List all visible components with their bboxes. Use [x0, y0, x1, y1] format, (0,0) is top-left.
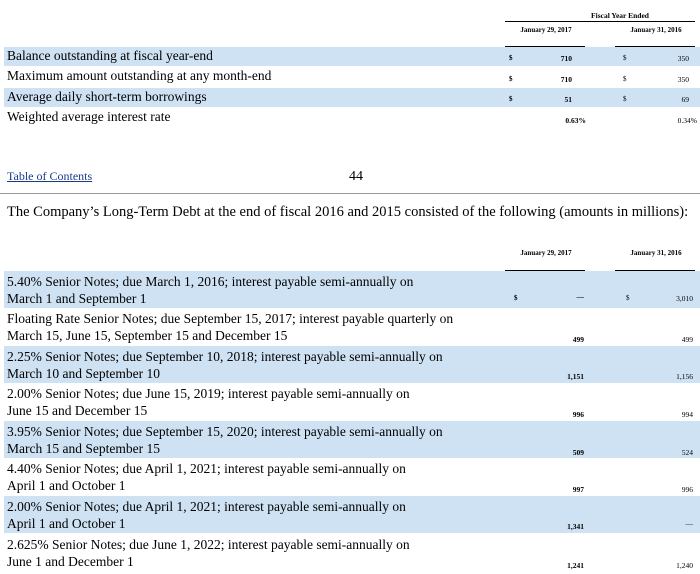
- value-2016: 524: [681, 448, 693, 457]
- row-label-line1: 4.40% Senior Notes; due April 1, 2021; interest payable semi-annually on: [7, 461, 406, 476]
- col1-header: January 29, 2017: [520, 26, 572, 34]
- fiscal-year-ended-header: Fiscal Year Ended: [591, 11, 649, 20]
- intro-paragraph: The Company’s Long-Term Debt at the end of fiscal 2016 and 2015 consisted of the following (amounts in millions):: [7, 204, 689, 220]
- row-label-line2: March 15 and September 15: [7, 441, 160, 456]
- value-2016: 994: [681, 410, 693, 419]
- value-2017: 1,341: [567, 522, 584, 531]
- col2-header: January 31, 2016: [630, 249, 682, 257]
- row-label-line1: Floating Rate Senior Notes; due September 15, 2017; interest payable quarterly on: [7, 311, 454, 326]
- value-2017: 996: [572, 410, 584, 419]
- row-label-line2: April 1 and October 1: [7, 478, 126, 493]
- value-2017: 1,151: [567, 372, 584, 381]
- currency-symbol: $: [509, 54, 513, 62]
- row-label-line2: April 1 and October 1: [7, 516, 126, 531]
- row-label-line1: 2.625% Senior Notes; due June 1, 2022; interest payable semi-annually on: [7, 537, 410, 552]
- currency-symbol: $: [623, 54, 627, 62]
- row-label-line1: 3.95% Senior Notes; due September 15, 2020; interest payable semi-annually on: [7, 424, 443, 439]
- currency-symbol: $: [514, 294, 518, 302]
- value-2017: 997: [572, 485, 584, 494]
- currency-symbol: $: [623, 95, 627, 103]
- currency-symbol: $: [623, 75, 627, 83]
- row-label: Balance outstanding at fiscal year-end: [7, 48, 213, 63]
- value-2016: 996: [681, 485, 693, 494]
- value-2017: 509: [572, 448, 584, 457]
- page-number: 44: [349, 169, 363, 184]
- value-2017: 0.63%: [565, 116, 586, 125]
- value-2016: 350: [677, 54, 689, 63]
- value-2017: 710: [560, 75, 572, 84]
- row-label: Maximum amount outstanding at any month-end: [7, 68, 272, 83]
- value-2016: 0.34%: [677, 116, 697, 125]
- value-2016: 350: [677, 75, 689, 84]
- row-label: Weighted average interest rate: [7, 109, 171, 124]
- table-of-contents-link[interactable]: Table of Contents: [7, 169, 93, 183]
- row-label-line2: June 15 and December 15: [7, 403, 148, 418]
- row-label-line2: June 1 and December 1: [7, 554, 134, 569]
- value-2017: 1,241: [567, 561, 584, 570]
- row-label-line1: 2.00% Senior Notes; due June 15, 2019; interest payable semi-annually on: [7, 386, 410, 401]
- currency-symbol: $: [509, 75, 513, 83]
- col1-header: January 29, 2017: [520, 249, 572, 257]
- row-label-line1: 5.40% Senior Notes; due March 1, 2016; interest payable semi-annually on: [7, 274, 414, 289]
- value-2016: 3,010: [676, 294, 693, 303]
- value-2017: 499: [572, 335, 584, 344]
- value-2017: 710: [560, 54, 572, 63]
- value-2017: 51: [564, 95, 572, 104]
- row-label: Average daily short-term borrowings: [7, 89, 207, 104]
- col2-header: January 31, 2016: [630, 26, 682, 34]
- row-label-line1: 2.25% Senior Notes; due September 10, 2018; interest payable semi-annually on: [7, 349, 443, 364]
- row-label-line2: March 1 and September 1: [7, 291, 147, 306]
- value-2016: 1,156: [676, 372, 693, 381]
- value-2016: —: [685, 519, 693, 528]
- value-2016: 69: [681, 95, 689, 104]
- page-divider: [0, 193, 700, 194]
- row-label-line1: 2.00% Senior Notes; due April 1, 2021; interest payable semi-annually on: [7, 499, 406, 514]
- value-2016: 1,240: [676, 561, 693, 570]
- currency-symbol: $: [626, 294, 630, 302]
- currency-symbol: $: [509, 95, 513, 103]
- row-label-line2: March 10 and September 10: [7, 366, 160, 381]
- value-2016: 499: [681, 335, 693, 344]
- fiscal-year-rule: [505, 21, 695, 22]
- row-label-line2: March 15, June 15, September 15 and December 15: [7, 328, 288, 343]
- value-2017: —: [576, 292, 584, 301]
